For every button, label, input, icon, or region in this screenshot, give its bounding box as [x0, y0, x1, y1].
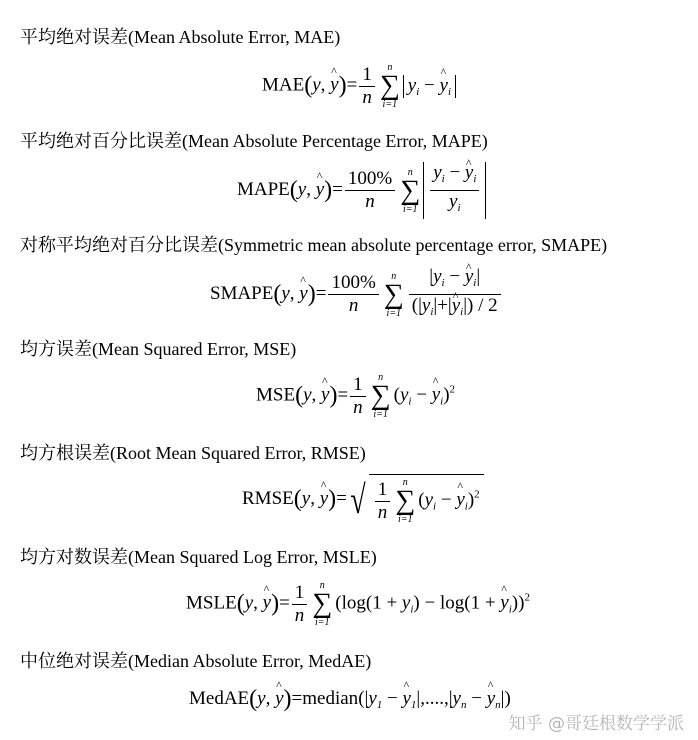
- formula-mse: MSE(y, ^ y)= $\frac{1}{n}$ n ∑ i=1 ($y_i$ − ^ $y_i)^2$: [256, 372, 455, 420]
- watermark: 知乎 @哥廷根数学学派: [508, 714, 684, 734]
- heading-msle: 均方对数误差(Mean Squared Log Error, MSLE): [20, 547, 377, 567]
- formula-smape: SMAPE(y, ^ y)= $\frac{100\%}{n}$ n ∑ i=1 $\frac{|y_i - \^{} y_i|}{(|y_i|+|\^{} y_i|) / 2}$: [210, 266, 503, 323]
- formula-mape: MAPE(y, ^ y)= $\frac{100\%}{n}$ n ∑ i=1 $\frac{y_i - \^{} y_i}{y_i}$: [237, 162, 486, 219]
- formula-msle: MSLE(y, ^ y)= $\frac{1}{n}$ n ∑ i=1 ($\log(1 + y_i) - \log(1$ + ^ $y_i))^2$: [186, 580, 530, 628]
- heading-medae: 中位绝对误差(Median Absolute Error, MedAE): [20, 651, 372, 671]
- formula-medae: MedAE(y, ^ $y)=median(|y_1$ − ^ $y_1|,....,|y_n$ − ^ $y_n|$): [189, 686, 511, 713]
- heading-mape: 平均绝对百分比误差(Mean Absolute Percentage Error, MAPE): [20, 131, 488, 151]
- heading-smape: 对称平均绝对百分比误差(Symmetric mean absolute percentage error, SMAPE): [20, 235, 608, 255]
- heading-rmse: 均方根误差(Root Mean Squared Error, RMSE): [20, 443, 366, 463]
- heading-mae: 平均绝对误差(Mean Absolute Error, MAE): [20, 27, 341, 47]
- formula-rmse: RMSE(y, ^ y)=√ $\frac{1}{n}$ n ∑ i=1 ($y_i$ − ^ $y_i)^2$: [242, 474, 484, 525]
- formula-mae: MAE(y, ^ y)= $\frac{1}{n}$ n ∑ i=1 $y_i$ − ^ $y_i$: [262, 62, 456, 110]
- heading-mse: 均方误差(Mean Squared Error, MSE): [20, 339, 297, 359]
